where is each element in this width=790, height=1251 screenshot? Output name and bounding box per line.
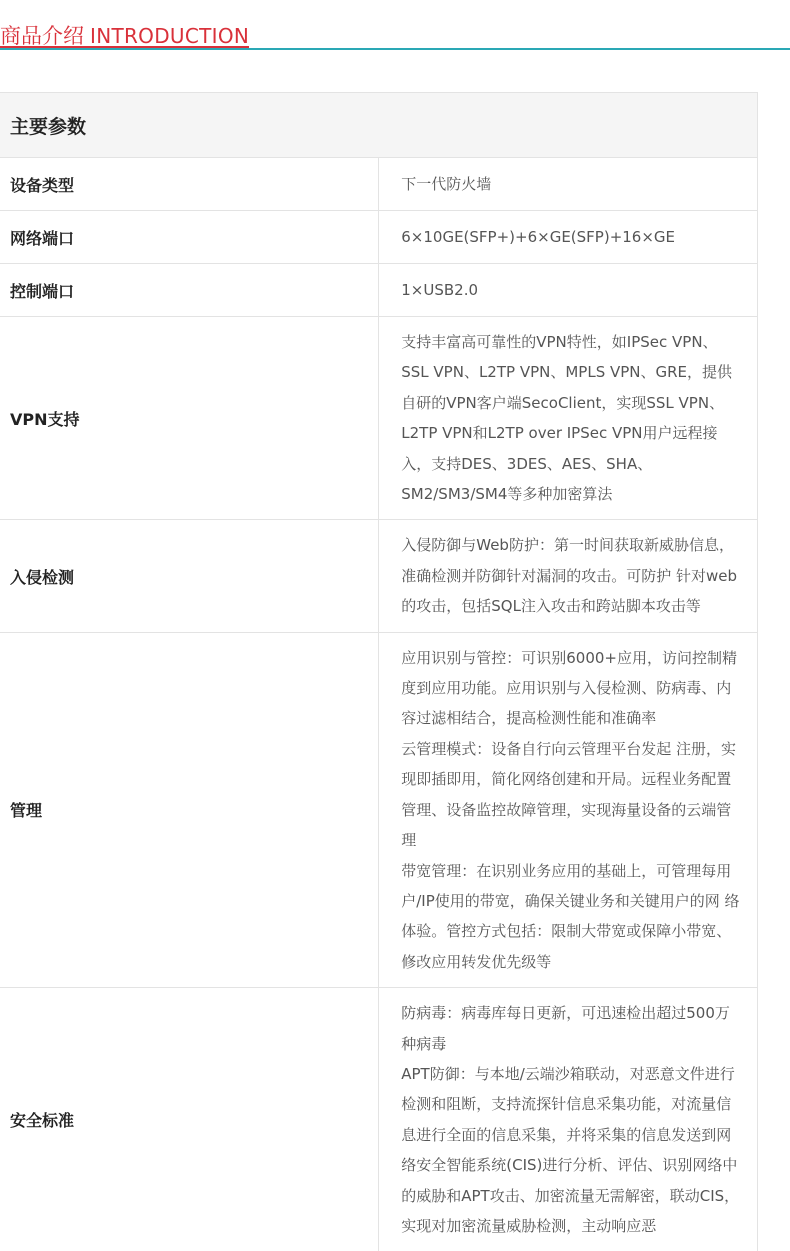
table-row (0, 264, 758, 317)
row-label-intrusion: 入侵检测 (0, 520, 379, 632)
row-value-vpn: 支持丰富高可靠性的VPN特性，如IPSec VPN、SSL VPN、L2TP VPN、MPLS VPN、GRE，提供自研的VPN客户端SecoClient，实现SSL VPN、L2TP VPN和L2TP over IPSec VPN用户远程接入，支持DES、3DES、AES、SHA、SM2/SM3/SM4等多种加密算法 (379, 317, 758, 520)
spec-table (0, 92, 758, 1251)
section-title-en: INTRODUCTION (90, 24, 250, 48)
row-label-management: 管理 (0, 632, 379, 987)
row-value-console-port: 1×USB2.0 (379, 264, 758, 317)
table-row (0, 520, 758, 632)
table-row (0, 988, 758, 1251)
row-label-security: 安全标准 (0, 988, 379, 1251)
row-value-network-ports: 6×10GE(SFP+)+6×GE(SFP)+16×GE (379, 211, 758, 264)
row-label-console-port: 控制端口 (0, 264, 379, 317)
row-value-device-type: 下一代防火墙 (379, 158, 758, 211)
spec-table-heading: 主要参数 (0, 93, 758, 158)
section-header (0, 18, 790, 50)
section-divider (0, 48, 790, 50)
table-row (0, 211, 758, 264)
table-row (0, 158, 758, 211)
row-label-device-type: 设备类型 (0, 158, 379, 211)
row-label-network-ports: 网络端口 (0, 211, 379, 264)
table-row (0, 632, 758, 987)
row-label-vpn: VPN支持 (0, 317, 379, 520)
section-title-zh: 商品介绍 (0, 24, 84, 48)
row-value-management: 应用识别与管控：可识别6000+应用，访问控制精度到应用功能。应用识别与入侵检测、防病毒、内容过滤相结合，提高检测性能和准确率 云管理模式：设备自行向云管理平台发起 注册，实现即插即用，简化网络创建和开局。远程业务配置管理、设备监控故障管理，实现海量设备的云端管理 带宽管理：在识别业务应用的基础上，可管理每用户/IP使用的带宽，确保关键业务和关键用户的网 络体验。管控方式包括：限制大带宽或保障小带宽、修改应用转发优先级等 (379, 632, 758, 987)
section-title (0, 20, 249, 49)
row-value-intrusion: 入侵防御与Web防护：第一时间获取新威胁信息，准确检测并防御针对漏洞的攻击。可防护 针对web的攻击，包括SQL注入攻击和跨站脚本攻击等 (379, 520, 758, 632)
spec-table-heading-row (0, 93, 758, 158)
row-value-security: 防病毒：病毒库每日更新，可迅速检出超过500万种病毒 APT防御：与本地/云端沙箱联动，对恶意文件进行检测和阻断，支持流探针信息采集功能，对流量信息进行全面的信息采集，并将采集的信息发送到网络安全智能系统(CIS)进行分析、评估、识别网络中的威胁和APT攻击、加密流量无需解密，联动CIS，实现对加密流量威胁检测，主动响应恶 (379, 988, 758, 1251)
table-row (0, 317, 758, 520)
